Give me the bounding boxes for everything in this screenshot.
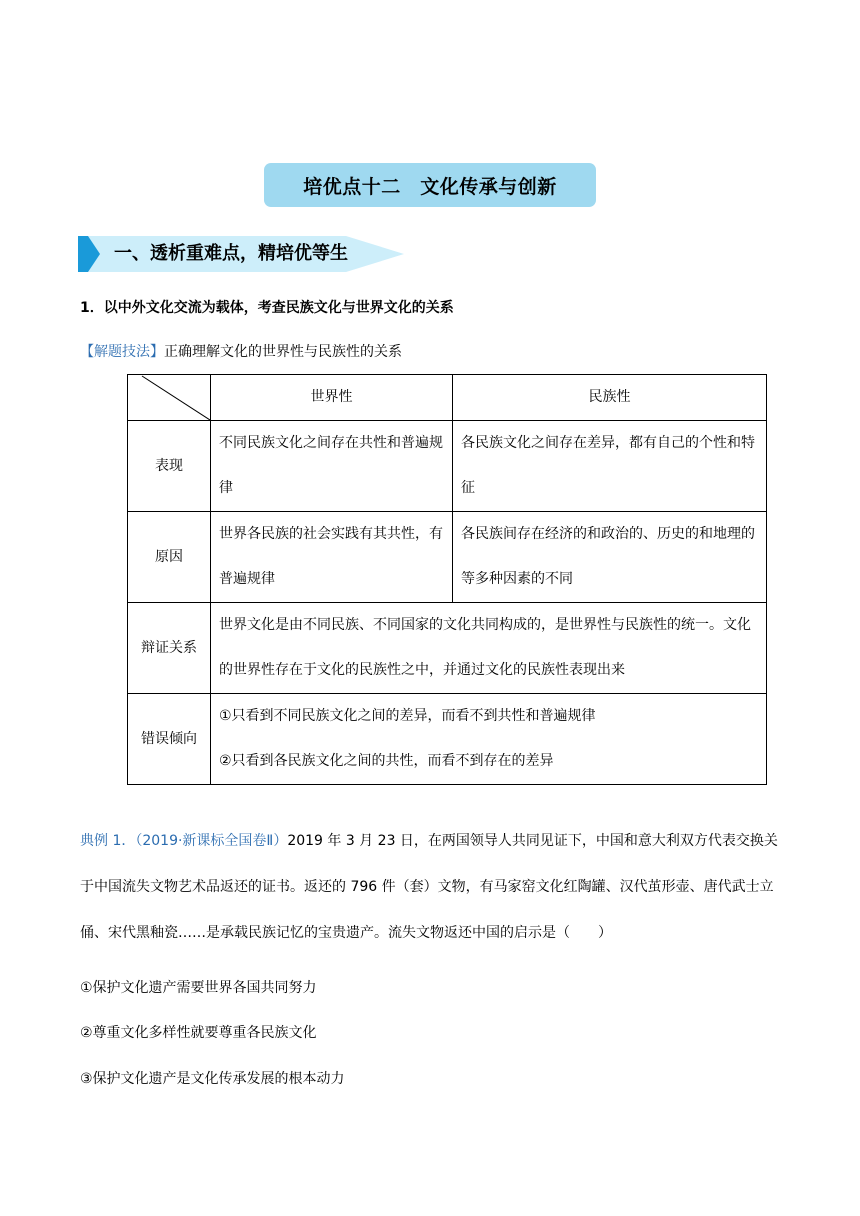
option-item: ②尊重文化多样性就要尊重各民族文化 (80, 1025, 317, 1041)
option-item: ①保护文化遗产需要世界各国共同努力 (80, 980, 317, 996)
table-header-row (128, 375, 767, 421)
table-cell-merged (211, 694, 767, 785)
diagonal-line (128, 375, 210, 420)
question-number: 1 (80, 300, 90, 316)
table-row (128, 421, 767, 512)
header-world: 世界性 (211, 375, 453, 421)
error-line: ①只看到不同民族文化之间的差异，而看不到共性和普遍规律 (219, 708, 596, 724)
diagonal-corner-cell (128, 375, 211, 421)
tip-line (80, 342, 402, 362)
row-label: 原因 (128, 512, 211, 603)
table-cell: 各民族文化之间存在差异，都有自己的个性和特征 (453, 421, 767, 512)
question-text: ．以中外文化交流为载体，考查民族文化与世界文化的关系 (89, 300, 454, 316)
header-nation: 民族性 (453, 375, 767, 421)
page-title: 培优点十二 文化传承与创新 (264, 163, 596, 207)
tip-text: 正确理解文化的世界性与民族性的关系 (164, 344, 402, 360)
table-row (128, 512, 767, 603)
section-banner (78, 236, 408, 272)
row-label: 辩证关系 (128, 603, 211, 694)
table-cell: 不同民族文化之间存在共性和普遍规律 (211, 421, 453, 512)
table-cell-merged: 世界文化是由不同民族、不同国家的文化共同构成的，是世界性与民族性的统一。文化的世界性存在于文化的民族性之中，并通过文化的民族性表现出来 (211, 603, 767, 694)
question-heading (80, 298, 454, 318)
example-question (80, 818, 780, 956)
tip-tag: 【解题技法】 (80, 344, 164, 360)
row-label: 错误倾向 (128, 694, 211, 785)
table-row (128, 694, 767, 785)
example-tag: 典例 1．（2019·新课标全国卷Ⅱ） (80, 833, 288, 849)
option-item: ③保护文化遗产是文化传承发展的根本动力 (80, 1071, 345, 1087)
error-line: ②只看到各民族文化之间的共性，而看不到存在的差异 (219, 753, 554, 769)
table-cell: 各民族间存在经济的和政治的、历史的和地理的等多种因素的不同 (453, 512, 767, 603)
table-row (128, 603, 767, 694)
comparison-table (127, 374, 767, 785)
table-cell: 世界各民族的社会实践有其共性，有普遍规律 (211, 512, 453, 603)
row-label: 表现 (128, 421, 211, 512)
section-banner-text: 一、透析重难点，精培优等生 (114, 243, 348, 264)
example-text: 2019 年 3 月 23 日，在两国领导人共同见证下，中国和意大利双方代表交换关于中国流失文物艺术品返还的证书。返还的 796 件（套）文物，有马家窑文化红陶罐、汉代茧形壶、唐代武士立俑、宋代黑釉瓷……是承载民族记忆的宝贵遗产。流失文物返还中国的启示是（ ） (80, 833, 778, 941)
